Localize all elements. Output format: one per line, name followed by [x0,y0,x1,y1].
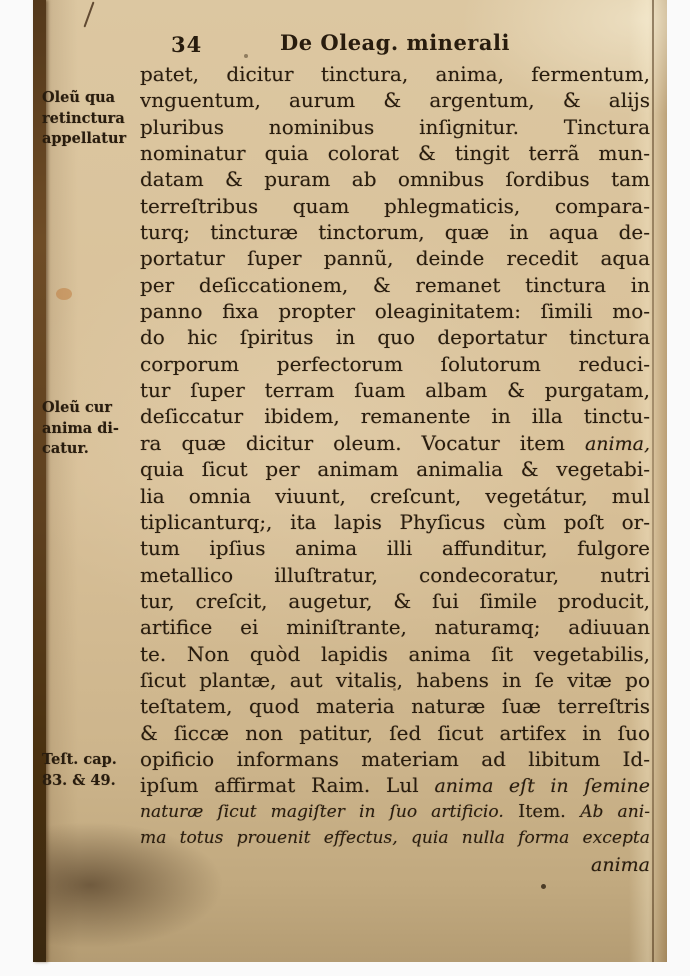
body-line: vnguentum, aurum & argentum, & alijs [140,88,650,113]
body-line: lia omnia viuunt, creſcunt, vegetátur, mul [140,483,650,508]
body-line: tur, creſcit, augetur, & ſui ſimile producit, [140,588,650,613]
body-line: deſiccatur ibidem, remanente in illa tinctu- [140,404,650,429]
body-line: per deſiccationem, & remanet tinctura in [140,272,650,297]
body-line: ma totus prouenit effectus, quia nulla forma excepta [140,827,650,848]
body-line: turq; tincturæ tinctorum, quæ in aqua de- [140,220,650,245]
body-line: & ſiccæ non patitur, ſed ſicut artifex in ſuo [140,720,650,745]
body-line: pluribus nominibus inſignitur. Tinctura [140,114,650,139]
body-line: terreſtribus quam phlegmaticis, compara- [140,193,650,218]
margin-note: Oleũ qua retinctura appellatur [42,89,127,147]
margin-note: Oleũ cur anima di- catur. [42,399,119,457]
page-number: 34 [171,32,203,57]
paper-stain [244,54,248,58]
paper-stain [56,288,72,300]
body-line: metallico illuſtratur, condecoratur, nutri [140,562,650,587]
body-line: ſicut plantæ, aut vitalis, habens in ſe vitæ po [140,667,650,692]
page-header [33,30,667,60]
body-line: tum ipſius anima illi affunditur, fulgore [140,536,650,561]
running-header: De Oleag. minerali [280,30,510,55]
paper-stain [393,688,396,691]
scanned-book-page [33,0,667,962]
page-right-fold-line [652,0,654,962]
body-line: datam & puram ab omnibus ſordibus tam [140,167,650,192]
body-line: naturæ ſicut magiſter in ſuo artificio. Item. Ab ani- [140,800,650,822]
body-line: ipſum affirmat Raim. Lul anima eſt in ſemine [140,773,650,798]
body-line: teſtatem, quod materia naturæ ſuæ terreſtris [140,694,650,719]
body-line: panno fixa propter oleaginitatem: ſimili mo- [140,299,650,324]
paper-stain [541,884,546,889]
body-line: patet, dicitur tinctura, anima, fermentum, [140,62,650,86]
body-line: ra quæ dicitur oleum. Vocatur item anima, [140,430,650,455]
pen-mark [83,1,94,27]
body-line: nominatur quia colorat & tingit terrã mun- [140,141,650,166]
body-line: opificio informans materiam ad libitum Id- [140,746,650,771]
margin-note: Teſt. cap. 83. & 49. [42,751,117,789]
body-line: do hic ſpiritus in quo deportatur tinctura [140,325,650,350]
body-line: te. Non quòd lapidis anima ſit vegetabilis, [140,641,650,666]
body-text [140,61,650,878]
body-line: portatur ſuper pannũ, deinde recedit aqua [140,246,650,271]
body-line: artifice ei miniſtrante, naturamq; adiuuan [140,615,650,640]
body-line: tiplicanturq;, ita lapis Phyſicus cùm poſt or- [140,509,650,534]
catchword: anima [591,854,650,877]
body-line: quia ſicut per animam animalia & vegetabi- [140,457,650,482]
body-line: corporum perfectorum ſolutorum reduci- [140,351,650,376]
body-line: tur ſuper terram ſuam albam & purgatam, [140,378,650,403]
